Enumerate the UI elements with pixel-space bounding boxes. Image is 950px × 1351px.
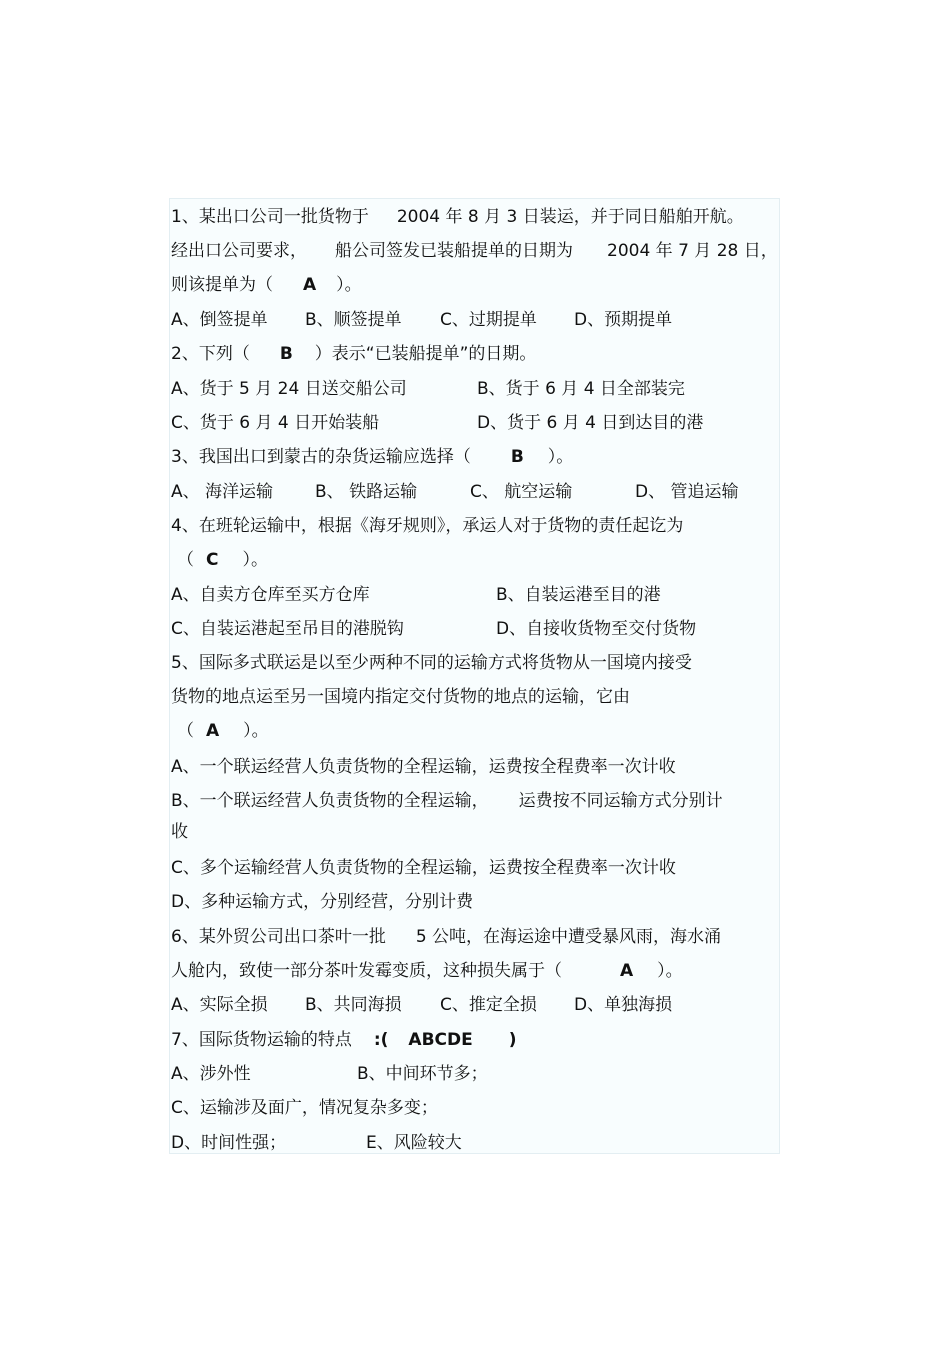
q2-option-c: C、货于 6 月 4 日开始装船	[171, 413, 380, 433]
q4-options-row-1	[171, 580, 661, 610]
q5-text: ）。	[243, 721, 269, 741]
q5-answer: A	[206, 721, 220, 741]
q2-answer: B	[279, 344, 293, 364]
q4-option-c: C、自装运港起至吊目的港脱钩	[171, 619, 404, 639]
q7-options-row-1	[171, 1059, 488, 1089]
q4-option-b: B、自装运港至目的港	[496, 585, 661, 605]
q1-text: ）。	[336, 275, 362, 295]
q6-option-d: D、单独海损	[574, 995, 673, 1015]
q6-option-c: C、推定全损	[440, 995, 537, 1015]
q7-line-1	[171, 1025, 517, 1055]
q5-line-2	[171, 682, 630, 712]
q7-option-b: B、中间环节多；	[357, 1064, 488, 1084]
q7-option-c: C、运输涉及面广，情况复杂多变；	[171, 1098, 438, 1118]
q5-line-3	[171, 716, 269, 746]
q3-option-a: A、 海洋运输	[171, 482, 274, 502]
q1-line-2	[171, 236, 778, 266]
q3-option-d: D、 管追运输	[635, 482, 739, 502]
q1-text: 2004 年 7 月 28 日，	[607, 241, 778, 261]
q6-option-b: B、共同海损	[305, 995, 402, 1015]
q1-option-a: A、倒签提单	[171, 310, 268, 330]
q5-option-b-line-2	[171, 817, 188, 847]
q1-line-1	[171, 202, 744, 232]
q6-answer: A	[620, 961, 634, 981]
q5-option-d: D、多种运输方式，分别经营，分别计费	[171, 892, 474, 912]
q2-option-a: A、货于 5 月 24 日送交船公司	[171, 379, 407, 399]
q2-options-row-1	[171, 374, 685, 404]
q6-line-1	[171, 922, 721, 952]
q6-options	[171, 990, 672, 1020]
q4-option-a: A、自卖方仓库至买方仓库	[171, 585, 370, 605]
q1-text: 船公司签发已装船提单的日期为	[335, 241, 573, 261]
q7-option-e: E、风险较大	[366, 1133, 462, 1153]
q3-option-c: C、 航空运输	[470, 482, 573, 502]
q1-line-3	[171, 270, 362, 300]
q2-option-b: B、货于 6 月 4 日全部装完	[477, 379, 685, 399]
q5-option-b: 运费按不同运输方式分别计	[518, 791, 723, 811]
q5-option-b: 收	[171, 822, 188, 842]
q7-answer: ABCDE	[408, 1030, 473, 1050]
q5-option-a: A、一个联运经营人负责货物的全程运输，运费按全程费率一次计收	[171, 757, 676, 777]
q6-text: 人舱内，致使一部分茶叶发霉变质，这种损失属于（	[171, 961, 562, 981]
q1-text: 2004 年 8 月 3 日装运，并于同日船舶开航。	[396, 207, 744, 227]
q5-option-c-line	[171, 853, 676, 883]
q1-options	[171, 305, 672, 335]
q5-option-b: B、一个联运经营人负责货物的全程运输，	[171, 791, 489, 811]
q5-text: 5、国际多式联运是以至少两种不同的运输方式将货物从一国境内接受	[171, 653, 692, 673]
q5-option-d-line	[171, 887, 473, 917]
q1-text: 1、某出口公司一批货物于	[171, 207, 369, 227]
q7-option-c-line	[171, 1093, 438, 1123]
q1-answer: A	[303, 275, 317, 295]
q1-option-b: B、顺签提单	[305, 310, 402, 330]
q7-option-d: D、时间性强；	[171, 1133, 287, 1153]
q5-option-c: C、多个运输经营人负责货物的全程运输，运费按全程费率一次计收	[171, 858, 676, 878]
q6-text: 6、某外贸公司出口茶叶一批	[171, 927, 386, 947]
q3-option-b: B、 铁路运输	[315, 482, 418, 502]
q1-option-d: D、预期提单	[574, 310, 673, 330]
q4-options-row-2	[171, 614, 696, 644]
q3-answer: B	[510, 447, 524, 467]
q1-text: 则该提单为（	[171, 275, 273, 295]
q4-text: （	[177, 550, 194, 570]
q2-text: 2、下列（	[171, 344, 250, 364]
q4-text: 4、在班轮运输中，根据《海牙规则》，承运人对于货物的责任起讫为	[171, 516, 684, 536]
q3-text: ）。	[547, 447, 574, 467]
q4-answer: C	[206, 550, 219, 570]
q3-text: 3、我国出口到蒙古的杂货运输应选择（	[171, 447, 471, 467]
q2-options-row-2	[171, 408, 703, 438]
q5-line-1	[171, 648, 692, 678]
q5-text: 货物的地点运至另一国境内指定交付货物的地点的运输，它由	[171, 687, 630, 707]
q1-text: 经出口公司要求，	[171, 241, 307, 261]
q4-line-1	[171, 511, 683, 541]
q7-option-a: A、涉外性	[171, 1064, 251, 1084]
q2-text: ）表示“已装船提单”的日期。	[314, 344, 537, 364]
q4-line-2	[171, 545, 268, 575]
q5-text: （	[177, 721, 194, 741]
q3-options	[171, 477, 739, 507]
q6-text: 5 公吨，在海运途中遭受暴风雨，海水涌	[415, 927, 722, 947]
q5-option-a-line	[171, 752, 676, 782]
q6-line-2	[171, 956, 683, 986]
q2-option-d: D、货于 6 月 4 日到达目的港	[477, 413, 704, 433]
q7-options-row-3	[171, 1128, 462, 1158]
q1-option-c: C、过期提单	[440, 310, 537, 330]
q5-option-b-line-1	[171, 786, 723, 816]
q7-text: 7、国际货物运输的特点	[171, 1030, 352, 1050]
q6-text: ）。	[657, 961, 683, 981]
q7-text: )	[508, 1030, 517, 1050]
q3-line-1	[171, 442, 573, 472]
q4-option-d: D、自接收货物至交付货物	[496, 619, 697, 639]
q7-text: :(	[373, 1030, 389, 1050]
q2-line-1	[171, 339, 536, 369]
q6-option-a: A、实际全损	[171, 995, 268, 1015]
q4-text: ）。	[242, 550, 268, 570]
